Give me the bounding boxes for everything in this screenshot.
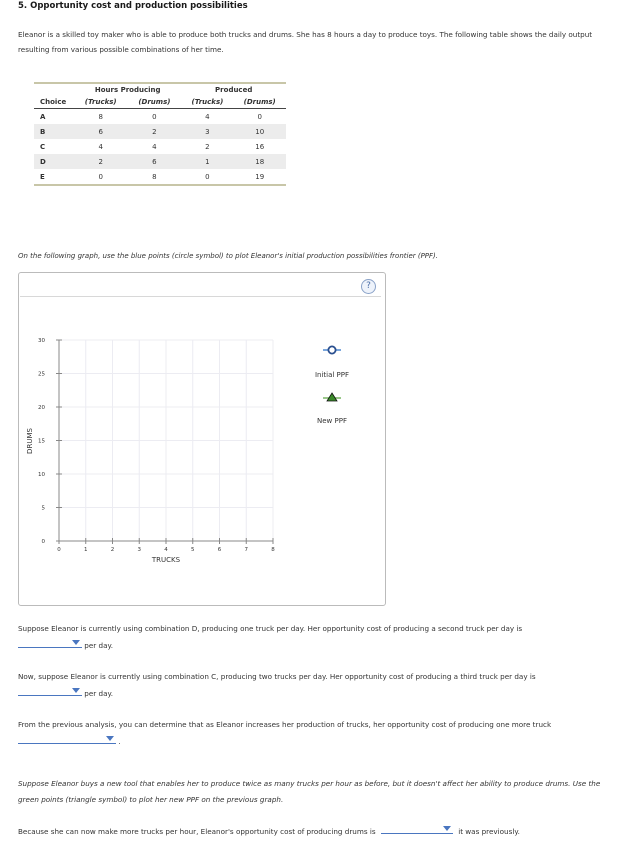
question-1-text: Suppose Eleanor is currently using combination D, producing one truck per day. Her opportunity cost of producing a second truck per day is: [18, 624, 523, 633]
q2-suffix: per day.: [84, 689, 113, 698]
y-tick-label: 15: [38, 438, 45, 445]
chevron-down-icon: [72, 640, 80, 645]
table-cell: 0: [257, 112, 262, 121]
question-5: [18, 824, 520, 836]
sub-header: (Drums): [233, 96, 286, 109]
question-3: [18, 720, 618, 746]
table-cell: 4: [152, 142, 157, 151]
chevron-down-icon: [443, 826, 451, 831]
q3-dropdown[interactable]: [18, 734, 116, 744]
x-tick-label: 1: [84, 547, 88, 553]
ppf-graph[interactable]: [18, 296, 384, 596]
sub-header: (Trucks): [74, 96, 127, 109]
question-2-text: Now, suppose Eleanor is currently using combination C, producing two trucks per day. Her opportunity cost of producing a third truck per day is: [18, 672, 536, 681]
sub-header: (Drums): [127, 96, 181, 109]
help-icon[interactable]: ?: [361, 279, 376, 294]
table-cell: 4: [98, 142, 103, 151]
legend-label-initial: Initial PPF: [314, 371, 350, 379]
choice-cell: B: [34, 124, 74, 139]
table-cell: 2: [205, 142, 210, 151]
q3-suffix: .: [118, 737, 121, 746]
q2-dropdown[interactable]: [18, 686, 82, 696]
table-row: [34, 109, 286, 125]
table-cell: 8: [152, 172, 157, 181]
graph-toolbar: [20, 274, 381, 297]
table-cell: 1: [181, 154, 233, 169]
y-axis-label: DRUMS: [26, 428, 34, 454]
y-tick-label: 20: [38, 405, 45, 411]
choice-cell: C: [40, 142, 46, 151]
question-2: [18, 672, 536, 698]
table-cell: 16: [255, 142, 265, 151]
choice-header: Choice: [34, 96, 74, 109]
data-table: [34, 82, 286, 186]
chevron-down-icon: [106, 736, 114, 741]
x-tick-label: 7: [244, 547, 248, 553]
x-tick-label: 0: [57, 547, 61, 553]
table-cell: 10: [233, 124, 286, 139]
x-axis-label: TRUCKS: [151, 556, 181, 564]
sub-header: (Trucks): [181, 96, 233, 109]
y-tick-label: 25: [38, 371, 45, 378]
question-4-text: Suppose Eleanor buys a new tool that enables her to produce twice as many trucks per hour as before, but it doesn't affect her ability to produce drums. Use the green points (triangle symbol) to plot her new PPF on the previous graph.: [18, 779, 601, 804]
graph-instruction: On the following graph, use the blue points (circle symbol) to plot Eleanor's initial production possibilities frontier (PPF).: [18, 252, 439, 260]
intro-paragraph: Eleanor is a skilled toy maker who is able to produce both trucks and drums. She has 8 hours a day to produce toys. The following table shows the daily output resulting from various possible combinations of her time.: [18, 30, 593, 54]
table-row: [34, 154, 286, 169]
legend-initial-ppf[interactable]: [315, 346, 349, 379]
legend-new-ppf[interactable]: [317, 393, 347, 425]
table-cell: 3: [181, 124, 233, 139]
x-tick-label: 8: [271, 547, 275, 553]
produced-header: Produced: [215, 86, 253, 94]
hours-producing-header: Hours Producing: [94, 86, 161, 94]
table-cell: 0: [205, 172, 210, 181]
q1-dropdown[interactable]: [18, 638, 82, 648]
table-cell: 0: [98, 172, 103, 181]
table-row: [34, 124, 286, 139]
table-row: [34, 169, 286, 185]
y-tick-label: 5: [41, 505, 45, 512]
question-title: 5. Opportunity cost and production possibilities: [18, 1, 248, 11]
y-tick-label: 10: [38, 472, 45, 478]
legend-label-new: New PPF: [317, 417, 347, 425]
question-5-text: Because she can now make more trucks per hour, Eleanor's opportunity cost of producing drums is: [18, 827, 376, 836]
table-cell: 4: [205, 112, 210, 121]
choice-cell: E: [40, 172, 45, 181]
table-cell: 2: [127, 124, 181, 139]
question-1: [18, 624, 522, 650]
graph-grid: [59, 340, 273, 541]
x-tick-label: 3: [137, 547, 141, 553]
table-cell: 8: [98, 112, 103, 121]
x-tick-label: 2: [110, 547, 115, 553]
table-corner: [34, 83, 74, 96]
table-cell: 19: [255, 172, 265, 181]
choice-cell: A: [40, 112, 46, 121]
question-3-text: From the previous analysis, you can determine that as Eleanor increases her production of trucks, her opportunity cost of producing one more truck: [18, 720, 552, 729]
q5-dropdown[interactable]: [381, 824, 453, 834]
table-cell: 0: [152, 112, 157, 121]
q1-suffix: per day.: [84, 641, 113, 650]
table-cell: 2: [74, 154, 127, 169]
chevron-down-icon: [72, 688, 80, 693]
x-tick-label: 4: [164, 547, 168, 553]
x-tick-label: 5: [191, 547, 195, 553]
x-tick-label: 6: [217, 547, 222, 553]
circle-marker-icon: [328, 346, 335, 353]
table-cell: 6: [127, 154, 181, 169]
table-cell: 18: [233, 154, 286, 169]
choice-cell: D: [34, 154, 74, 169]
table-cell: 6: [74, 124, 127, 139]
table-row: [34, 139, 286, 154]
y-tick-label: 0: [41, 539, 45, 545]
q5-suffix: it was previously.: [458, 827, 520, 836]
y-tick-label: 30: [38, 338, 45, 344]
